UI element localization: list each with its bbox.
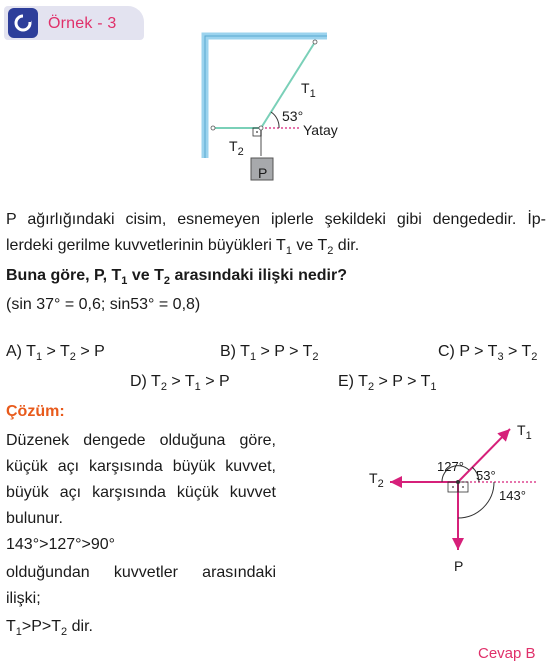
fig2-angle-143: 143° — [499, 488, 526, 503]
figure-setup — [195, 28, 345, 188]
solution-line-7: ilişki; — [6, 590, 41, 607]
fig2-angle-127: 127° — [437, 459, 464, 474]
solution-line-4: bulunur. — [6, 510, 63, 527]
fig1-angle-label: 53° — [282, 108, 304, 124]
solution-inequality: 143°>127°>90° — [6, 536, 116, 553]
option-e: E) $T_2 > P > T_1$ — [338, 373, 437, 393]
fig2-p-label: P — [454, 558, 464, 574]
answer-label: Cevap B — [478, 645, 536, 662]
solution-line-2: küçük açı karşısında büyük kuvvet, — [6, 458, 276, 475]
question-line-2: lerdeki gerilme kuvvetlerinin büyükleri $T_1$ ve $T_2$ dir. — [6, 237, 360, 257]
solution-line-3: büyük açı karşısında küçük kuvvet — [6, 484, 276, 501]
solution-line-6: olduğundan kuvvetler arasındaki — [6, 564, 276, 581]
fig1-t1-label: $T_1$ — [301, 80, 316, 100]
fig2-t2-label: $T_2$ — [369, 470, 384, 490]
question-line-1: P ağırlığındaki cisim, esnemeyen iplerle şekildeki gibi dengededir. İp- — [6, 211, 546, 228]
fig1-t2-label: $T_2$ — [229, 138, 244, 158]
example-label: Örnek - 3 — [48, 15, 117, 32]
ring-icon — [8, 8, 38, 38]
solution-line-1: Düzenek dengede olduğuna göre, — [6, 432, 276, 449]
fig1-yatay-label: Yatay — [303, 122, 338, 138]
option-b: B) $T_1 > P > T_2$ — [220, 343, 319, 363]
fig2-t1-label: $T_1$ — [517, 422, 532, 442]
fig2-angle-53: 53° — [476, 468, 496, 483]
option-a: A) $T_1 > T_2 > P$ — [6, 343, 105, 363]
example-icon — [8, 8, 38, 38]
given-values: (sin 37° = 0,6; sin53° = 0,8) — [6, 296, 201, 313]
fig1-weight-label: P — [258, 165, 268, 181]
solution-title: Çözüm: — [6, 403, 65, 420]
solution-result: $T_1>P>T_2$ dir. — [6, 618, 93, 638]
question-prompt: Buna göre, P, $T_1$ ve $T_2$ arasındaki ilişki nedir? — [6, 267, 347, 287]
option-d: D) $T_2 > T_1 > P$ — [130, 373, 230, 393]
option-c: C) $P > T_3 > T_2$ — [438, 343, 538, 363]
